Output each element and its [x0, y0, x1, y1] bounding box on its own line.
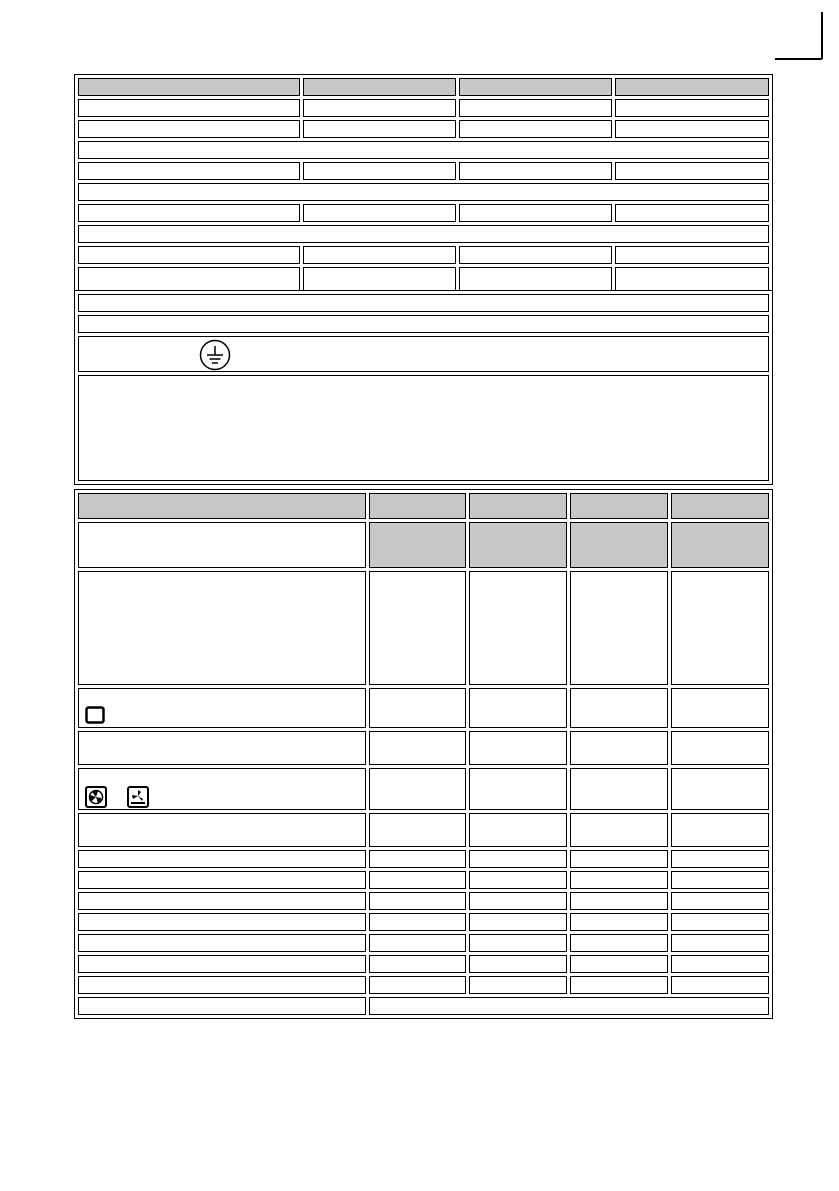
section-cell: [78, 225, 769, 243]
table-cell: [671, 955, 769, 973]
table-cell: [469, 892, 567, 910]
table-section-row: [78, 141, 769, 159]
oven-window-icon: [85, 706, 105, 724]
table-row: [78, 204, 769, 222]
table-cell: [78, 934, 366, 952]
table-row: [78, 294, 769, 312]
table-cell: [78, 871, 366, 889]
table-header-row: [78, 78, 769, 96]
table-cell: [78, 162, 300, 180]
table-cell: [469, 913, 567, 931]
header-cell: [671, 522, 769, 568]
table-cell: [78, 850, 366, 868]
table-cell: [78, 375, 769, 481]
table-cell: [369, 688, 467, 728]
table-cell: [570, 892, 668, 910]
table-cell: [570, 571, 668, 685]
oven-specs-table: [74, 489, 773, 1019]
table-row: [78, 997, 769, 1015]
table-cell: [369, 913, 467, 931]
table-cell: [369, 571, 467, 685]
electrical-info-table: [74, 290, 773, 485]
header-cell: [78, 493, 366, 519]
table-cell: [369, 955, 467, 973]
table-row: [78, 336, 769, 372]
table-cell: [303, 204, 456, 222]
table-row: [78, 571, 769, 685]
table-row: [78, 99, 769, 117]
table-cell: [369, 768, 467, 810]
fan-mode-cell: [78, 768, 366, 810]
table-cell: [459, 204, 612, 222]
table-cell: [615, 99, 769, 117]
table-cell: [469, 768, 567, 810]
header-cell: [369, 522, 467, 568]
table-cell: [469, 688, 567, 728]
table-cell: [459, 162, 612, 180]
table-cell: [671, 571, 769, 685]
table-cell: [459, 99, 612, 117]
table-cell: [459, 246, 612, 264]
earth-row-cell: [78, 336, 769, 372]
section-cell: [78, 141, 769, 159]
section-cell: [78, 183, 769, 201]
table-cell: [78, 315, 769, 333]
table-row: [78, 850, 769, 868]
protective-earth-icon: [199, 339, 231, 371]
crop-corner-icon: [775, 12, 825, 62]
oven-mode-cell: [78, 688, 366, 728]
table-cell: [671, 850, 769, 868]
table-cell: [369, 997, 769, 1015]
table-cell: [671, 731, 769, 765]
table-cell: [469, 934, 567, 952]
table-cell: [78, 913, 366, 931]
table-cell: [78, 120, 300, 138]
table-cell: [469, 813, 567, 847]
table-cell: [78, 99, 300, 117]
table-cell: [303, 120, 456, 138]
table-cell: [369, 976, 467, 994]
table-cell: [369, 850, 467, 868]
header-cell: [469, 522, 567, 568]
header-cell: [459, 78, 612, 96]
table-row: [78, 375, 769, 481]
table-cell: [78, 522, 366, 568]
fan-heating-icon: [85, 786, 107, 808]
header-cell: [78, 78, 300, 96]
table-cell: [369, 731, 467, 765]
table-cell: [570, 934, 668, 952]
table-cell: [570, 768, 668, 810]
header-cell: [469, 493, 567, 519]
table-row: [78, 120, 769, 138]
table-cell: [469, 731, 567, 765]
table-cell: [469, 976, 567, 994]
table-row: [78, 768, 769, 810]
table-section-row: [78, 225, 769, 243]
table-cell: [78, 204, 300, 222]
table-row: [78, 813, 769, 847]
table-cell: [78, 571, 366, 685]
table-row: [78, 934, 769, 952]
table-cell: [303, 162, 456, 180]
fan-bottom-heat-icon: [127, 786, 149, 808]
table-cell: [469, 850, 567, 868]
table-row: [78, 315, 769, 333]
table-row: [78, 955, 769, 973]
table-cell: [369, 934, 467, 952]
table-cell: [570, 976, 668, 994]
spec-table-top: [74, 74, 773, 304]
table-cell: [671, 976, 769, 994]
table-cell: [570, 955, 668, 973]
header-cell: [615, 78, 769, 96]
table-cell: [671, 768, 769, 810]
table-cell: [303, 99, 456, 117]
table-cell: [369, 813, 467, 847]
header-cell: [671, 493, 769, 519]
header-cell: [570, 493, 668, 519]
table-cell: [671, 813, 769, 847]
header-cell: [369, 493, 467, 519]
table-cell: [78, 976, 366, 994]
table-cell: [615, 162, 769, 180]
table-cell: [78, 246, 300, 264]
table-cell: [671, 871, 769, 889]
table-cell: [369, 871, 467, 889]
table-cell: [78, 955, 366, 973]
table-row: [78, 892, 769, 910]
table-cell: [615, 246, 769, 264]
table-row: [78, 913, 769, 931]
table-cell: [369, 892, 467, 910]
table-cell: [570, 871, 668, 889]
table-subheader-row: [78, 522, 769, 568]
table-cell: [570, 731, 668, 765]
table-row: [78, 976, 769, 994]
table-cell: [671, 892, 769, 910]
table-cell: [78, 892, 366, 910]
table-cell: [570, 913, 668, 931]
table-cell: [671, 688, 769, 728]
table-cell: [469, 871, 567, 889]
table-section-row: [78, 183, 769, 201]
table-cell: [570, 850, 668, 868]
table-row: [78, 246, 769, 264]
table-row: [78, 731, 769, 765]
table-cell: [570, 688, 668, 728]
table-cell: [615, 120, 769, 138]
table-row: [78, 871, 769, 889]
table-cell: [303, 246, 456, 264]
table-row: [78, 162, 769, 180]
table-cell: [78, 997, 366, 1015]
header-cell: [570, 522, 668, 568]
table-cell: [459, 120, 612, 138]
table-cell: [615, 204, 769, 222]
table-cell: [671, 934, 769, 952]
table-cell: [671, 913, 769, 931]
table-cell: [570, 813, 668, 847]
header-cell: [303, 78, 456, 96]
table-header-row: [78, 493, 769, 519]
table-cell: [78, 813, 366, 847]
table-cell: [78, 294, 769, 312]
table-row: [78, 688, 769, 728]
table-cell: [469, 955, 567, 973]
table-cell: [469, 571, 567, 685]
table-cell: [78, 731, 366, 765]
